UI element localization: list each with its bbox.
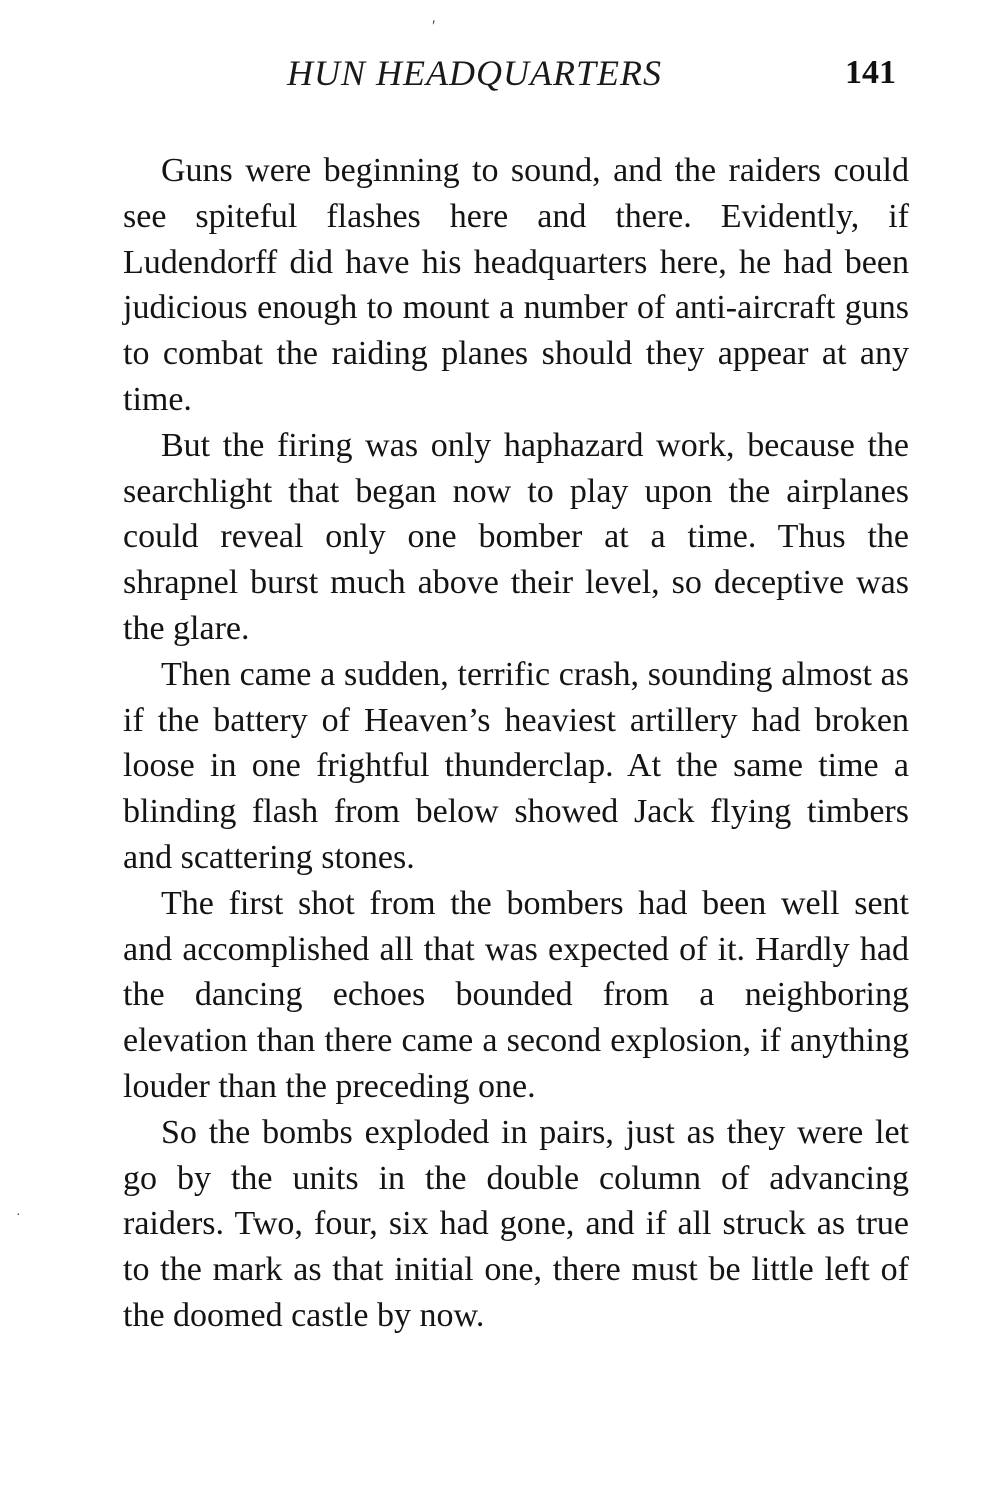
running-title: HUN HEADQUARTERS [287,53,662,93]
margin-mark: · [16,1208,21,1223]
page-number: 141 [845,54,896,91]
printer-mark: ′ [432,18,436,35]
paragraph-5: So the bombs exploded in pairs, just as they were let go by the units in the double column of advancing raiders. Two, four, six had gone, and if all struck as true to the mark as that initial one, there must be little left of the doomed castle by now. [123,1113,909,1334]
paragraph-2: But the firing was only haphazard work, because the searchlight that began now to play upon the airplanes could reveal only one bomber at a time. Thus the shrapnel burst much above their level, so deceptive was the glare. [123,426,909,647]
paragraph-1: Guns were beginning to sound, and the raiders could see spiteful flashes here and there. Evidently, if Ludendorff did have his headquarters here, he had been judicious enough to mount a number of anti-aircraft guns to combat the raiding planes should they appear at any time. [123,152,909,418]
running-head [120,46,910,100]
body-text [123,148,909,1339]
paragraph-4: The first shot from the bombers had been well sent and accomplished all that was expected of it. Hardly had the dancing echoes bounded from a neighboring elevation than there came a second explosion, if anything louder than the preceding one. [123,884,909,1105]
paragraph-3: Then came a sudden, terrific crash, sounding almost as if the battery of Heaven’s heaviest artillery had broken loose in one frightful thunderclap. At the same time a blinding flash from below showed Jack flying timbers and scattering stones. [123,655,909,876]
